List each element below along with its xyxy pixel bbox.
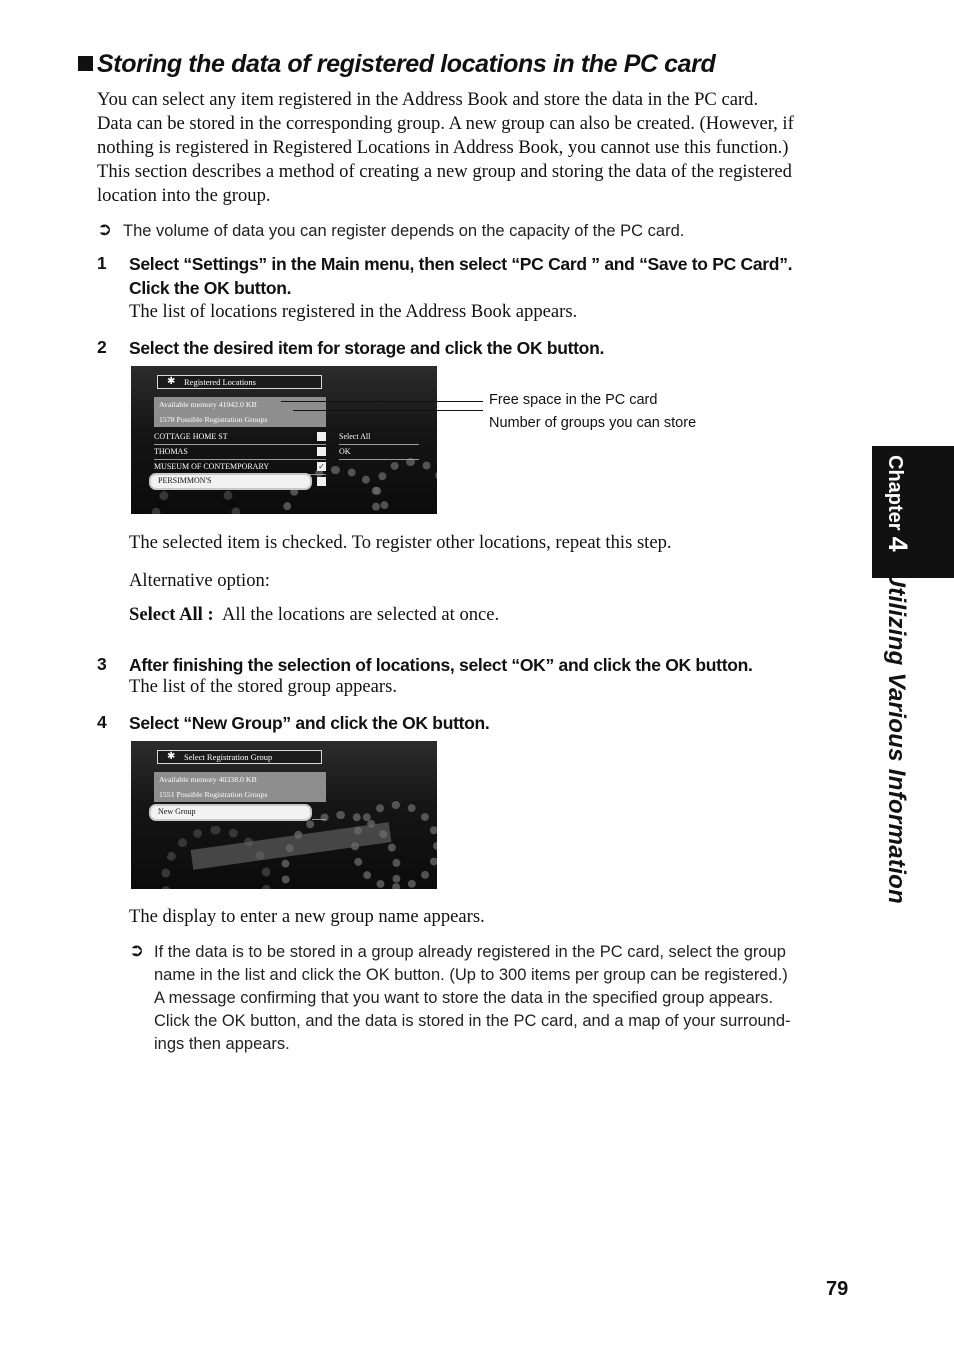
settings-icon: ✱ xyxy=(167,751,176,762)
step-result: The display to enter a new group name appears. xyxy=(129,906,485,927)
callout-line xyxy=(293,410,483,411)
select-all-option: Select All : All the locations are selected at once. xyxy=(129,604,500,625)
settings-icon: ✱ xyxy=(167,376,176,387)
step-result: The selected item is checked. To register other locations, repeat this step. xyxy=(129,532,672,553)
screen-title-bar: ✱ Select Registration Group xyxy=(157,750,322,764)
intro-paragraph: You can select any item registered in the Address Book and store the data in the PC card. Data can be stored in the corresponding group. A new group can also be created. (However, if nothing is registered in Registered Locations in Address Book, you cannot use this function.) This section describes a method of creating a new group and storing the data of the registered location into the group. xyxy=(97,89,794,206)
available-memory-text: Available memory 41042.0 KB xyxy=(159,400,257,409)
available-memory-text: Available memory 40338.0 KB xyxy=(159,775,257,784)
list-item-selected[interactable]: PERSIMMON'S xyxy=(149,473,312,490)
screen-title-bar: ✱ Registered Locations xyxy=(157,375,322,389)
note-capacity: The volume of data you can register depends on the capacity of the PC card. xyxy=(123,222,685,240)
page-number: 79 xyxy=(826,1278,849,1300)
possible-groups-text: 1578 Possible Registration Groups xyxy=(159,415,268,424)
possible-groups-text: 1551 Possible Registration Groups xyxy=(159,790,268,799)
alternative-option-label: Alternative option: xyxy=(129,570,270,591)
step-number: 2 xyxy=(97,337,107,357)
step-heading: Select the desired item for storage and click the OK button. xyxy=(129,338,605,358)
callout-line xyxy=(281,401,483,402)
chapter-number: 4 xyxy=(883,536,913,552)
step-number: 4 xyxy=(97,712,107,732)
select-all-button[interactable]: Select All xyxy=(339,430,419,445)
square-bullet-icon xyxy=(78,56,93,71)
step-number: 3 xyxy=(97,654,107,674)
step-body: The list of the stored group appears. xyxy=(129,676,397,697)
step-body: The list of locations registered in the Address Book appears. xyxy=(129,301,578,322)
note-existing-group: If the data is to be stored in a group already registered in the PC card, select the group name in the list and click the OK button. (Up to 300 items per group can be registered.) A message confirming that you want to store the data in the specified group appears. Click the OK button, and the data is stored in the PC card, and a map of your surround- ings then appears. xyxy=(154,943,791,1053)
memory-info-panel xyxy=(154,772,326,802)
arrow-note-icon: ➲ xyxy=(129,940,145,960)
list-item[interactable]: MUSEUM OF CONTEMPORARY xyxy=(154,460,326,475)
new-group-item[interactable]: New Group xyxy=(149,804,312,821)
checkbox-unchecked[interactable] xyxy=(317,477,326,486)
callout-free-space: Free space in the PC card xyxy=(489,392,658,408)
divider xyxy=(312,819,326,820)
step-heading: After finishing the selection of locations, select “OK” and click the OK button. xyxy=(129,655,753,675)
section-title: Storing the data of registered locations in the PC card xyxy=(78,50,715,79)
section-side-title: Utilizing Various Information xyxy=(883,569,910,905)
screen-select-registration-group xyxy=(131,741,437,889)
callout-groups: Number of groups you can store xyxy=(489,415,697,431)
list-item[interactable]: COTTAGE HOME ST xyxy=(154,430,326,445)
checkbox-unchecked[interactable] xyxy=(317,447,326,456)
chapter-word: Chapter xyxy=(884,455,906,531)
list-item[interactable]: THOMAS xyxy=(154,445,326,460)
gear-decoration xyxy=(371,458,437,514)
arrow-note-icon: ➲ xyxy=(97,219,113,239)
checkbox-unchecked[interactable] xyxy=(317,432,326,441)
chapter-side-label xyxy=(882,455,913,904)
screen-registered-locations xyxy=(131,366,437,514)
step-heading: Select “Settings” in the Main menu, then select “PC Card ” and “Save to PC Card”. xyxy=(129,254,793,274)
ok-button[interactable]: OK xyxy=(339,445,419,460)
step-heading: Click the OK button. xyxy=(129,278,292,298)
step-heading: Select “New Group” and click the OK button. xyxy=(129,713,490,733)
checkbox-checked[interactable]: ✓ xyxy=(318,462,325,471)
step-number: 1 xyxy=(97,253,107,273)
